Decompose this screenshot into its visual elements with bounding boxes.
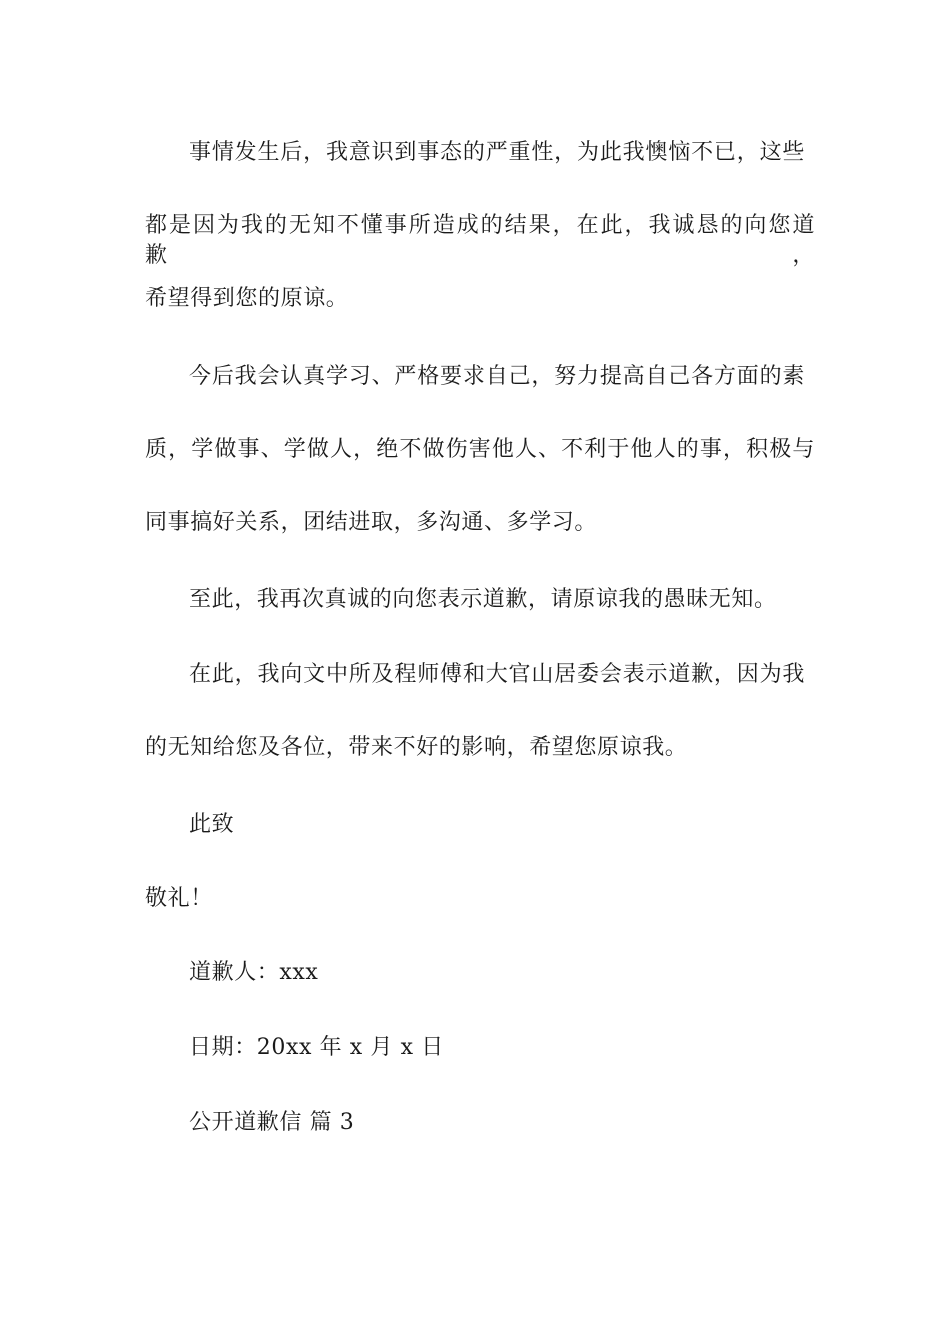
paragraph-2-line-3: 同事搞好关系，团结进取，多沟通、多学习。 bbox=[145, 510, 598, 535]
paragraph-1-line-3: 希望得到您的原谅。 bbox=[145, 286, 349, 311]
paragraph-2-line-2: 质，学做事、学做人，绝不做伤害他人、不利于他人的事，积极与 bbox=[145, 437, 815, 462]
paragraph-2-line-1: 今后我会认真学习、严格要求自己，努力提高自己各方面的素 bbox=[189, 364, 805, 389]
closing-greeting-2: 敬礼！ bbox=[145, 886, 213, 911]
paragraph-1-line-2: 都是因为我的无知不懂事所造成的结果，在此，我诚恳的向您道歉， bbox=[145, 213, 815, 268]
paragraph-4-line-1: 在此，我向文中所及程师傅和大官山居委会表示道歉，因为我 bbox=[189, 662, 805, 687]
paragraph-3-line-1: 至此，我再次真诚的向您表示道歉，请原谅我的愚昧无知。 bbox=[189, 587, 777, 612]
closing-greeting-1: 此致 bbox=[189, 812, 235, 837]
date-line: 日期：20xx 年 x 月 x 日 bbox=[189, 1035, 444, 1060]
paragraph-1-line-1: 事情发生后，我意识到事态的严重性，为此我懊恼不已，这些 bbox=[189, 140, 805, 165]
next-section-heading: 公开道歉信 篇 3 bbox=[189, 1110, 355, 1135]
signer-line: 道歉人：xxx bbox=[189, 960, 319, 985]
paragraph-4-line-2: 的无知给您及各位，带来不好的影响，希望您原谅我。 bbox=[145, 735, 688, 760]
